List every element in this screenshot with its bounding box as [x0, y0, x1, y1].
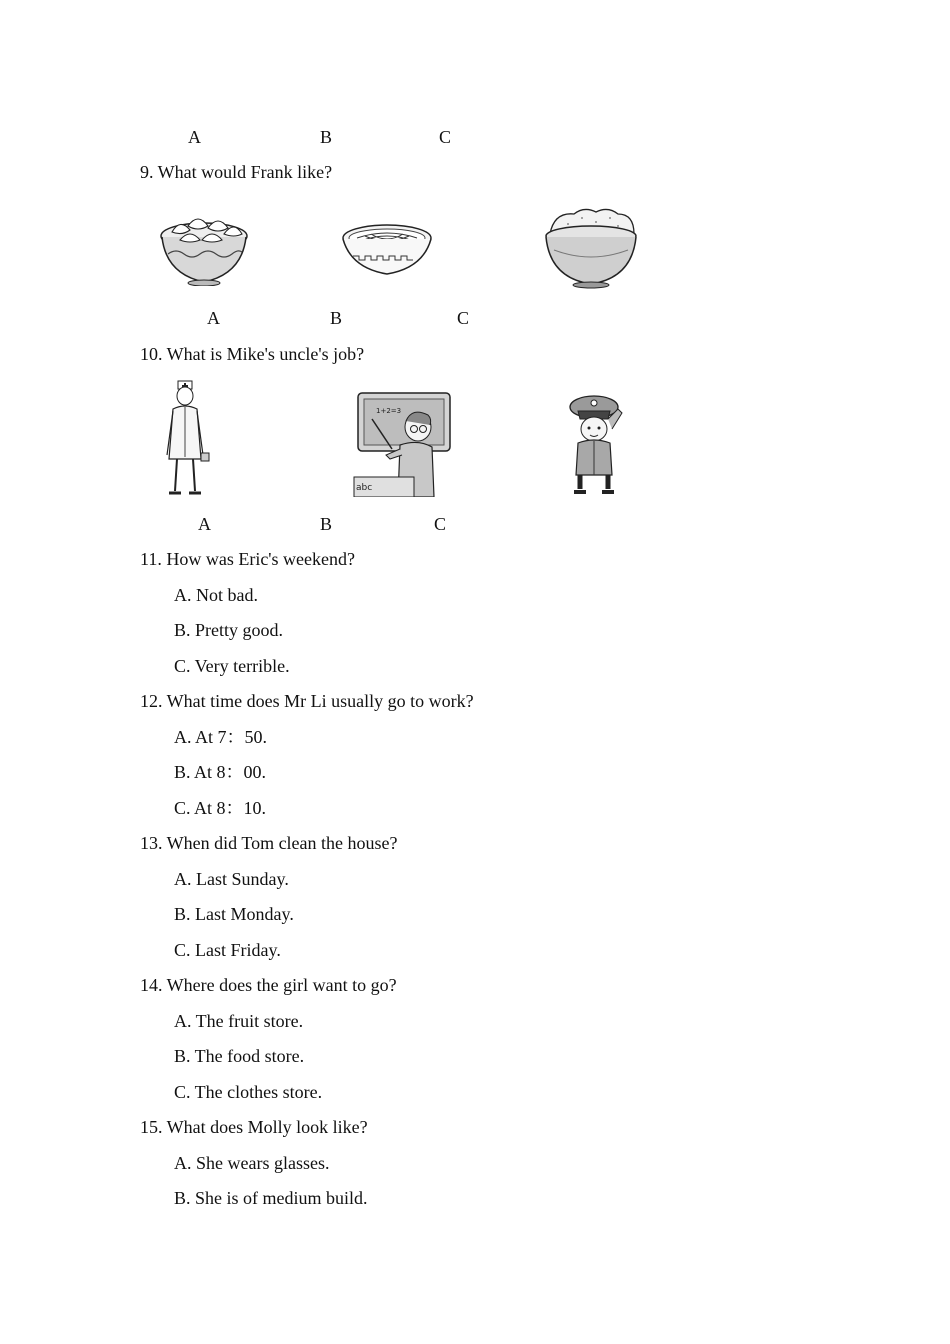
q9-question: 9. What would Frank like? [140, 162, 333, 182]
rice-bowl-icon [544, 206, 638, 290]
q14-option-c: C. The clothes store. [174, 1082, 323, 1102]
q9-letter-b: B [330, 308, 343, 328]
book-text: abc [356, 483, 373, 493]
q12-option-b: B. At 8：00. [174, 762, 267, 782]
q11-option-b: B. Pretty good. [174, 620, 284, 640]
dumplings-bowl-icon [158, 204, 250, 286]
noodles-bowl-icon [341, 220, 433, 278]
teacher-figure-icon [352, 389, 454, 497]
q8-letter-a: A [188, 127, 201, 147]
q9-letter-c: C [457, 308, 470, 328]
q14-option-a: A. The fruit store. [174, 1011, 304, 1031]
q14-question: 14. Where does the girl want to go? [140, 975, 397, 995]
q15-option-a: A. She wears glasses. [174, 1153, 330, 1173]
q9-letter-a: A [207, 308, 220, 328]
q11-option-a: A. Not bad. [174, 585, 258, 605]
q15-option-b: B. She is of medium build. [174, 1188, 368, 1208]
q12-question: 12. What time does Mr Li usually go to work? [140, 691, 474, 711]
police-officer-figure-icon [568, 389, 624, 497]
q12-option-c: C. At 8：10. [174, 798, 267, 818]
q13-option-c: C. Last Friday. [174, 940, 281, 960]
q8-letter-b: B [320, 127, 333, 147]
q10-letter-c: C [434, 514, 447, 534]
q11-option-c: C. Very terrible. [174, 656, 290, 676]
q8-letter-c: C [439, 127, 452, 147]
q15-question: 15. What does Molly look like? [140, 1117, 368, 1137]
q11-question: 11. How was Eric's weekend? [140, 549, 356, 569]
q13-option-b: B. Last Monday. [174, 904, 294, 924]
q10-letter-a: A [198, 514, 211, 534]
q13-question: 13. When did Tom clean the house? [140, 833, 398, 853]
q13-option-a: A. Last Sunday. [174, 869, 289, 889]
q10-letter-b: B [320, 514, 333, 534]
board-text: 1+2=3 [376, 407, 402, 415]
q10-question: 10. What is Mike's uncle's job? [140, 344, 365, 364]
doctor-figure-icon [163, 379, 213, 497]
q12-option-a: A. At 7：50. [174, 727, 268, 747]
q14-option-b: B. The food store. [174, 1046, 305, 1066]
